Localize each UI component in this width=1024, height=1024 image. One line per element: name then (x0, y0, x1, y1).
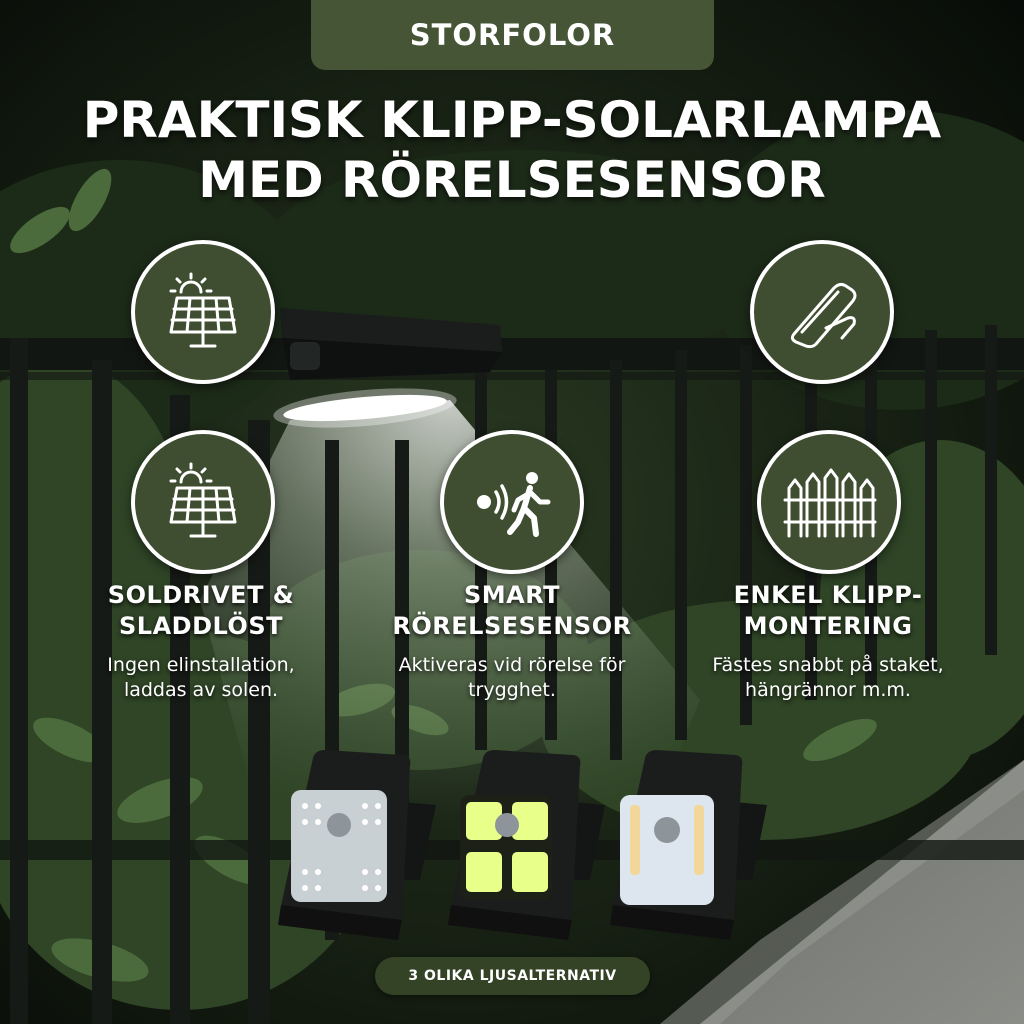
headline (0, 90, 1024, 210)
brand-tab (311, 0, 714, 70)
light-options-text: 3 OLIKA LJUSALTERNATIV (408, 968, 617, 984)
feature-solar (61, 580, 341, 703)
feature-clip-mount-description: Fästes snabbt på staket, hängrännor m.m. (712, 654, 944, 701)
clip-icon (750, 240, 894, 384)
fence-icon (757, 430, 901, 574)
headline-line1: PRAKTISK KLIPP-SOLARLAMPA (82, 91, 942, 149)
headline-line2: MED RÖRELSESENSOR (198, 151, 826, 209)
feature-motion-sensor-title: SMART RÖRELSESENSOR (392, 581, 632, 640)
feature-solar-title: SOLDRIVET & SLADDLÖST (107, 581, 295, 640)
motion-sensor-icon (440, 430, 584, 574)
feature-motion-sensor (372, 580, 652, 703)
brand-name: STORFOLOR (409, 18, 616, 52)
feature-clip-mount (688, 580, 968, 703)
feature-solar-description: Ingen elinstallation, laddas av solen. (107, 654, 295, 701)
solar-panel-icon (131, 430, 275, 574)
light-options-label (375, 957, 650, 995)
feature-motion-sensor-description: Aktiveras vid rörelse för trygghet. (398, 654, 626, 701)
feature-clip-mount-title: ENKEL KLIPP- MONTERING (733, 581, 923, 640)
solar-panel-icon (131, 240, 275, 384)
